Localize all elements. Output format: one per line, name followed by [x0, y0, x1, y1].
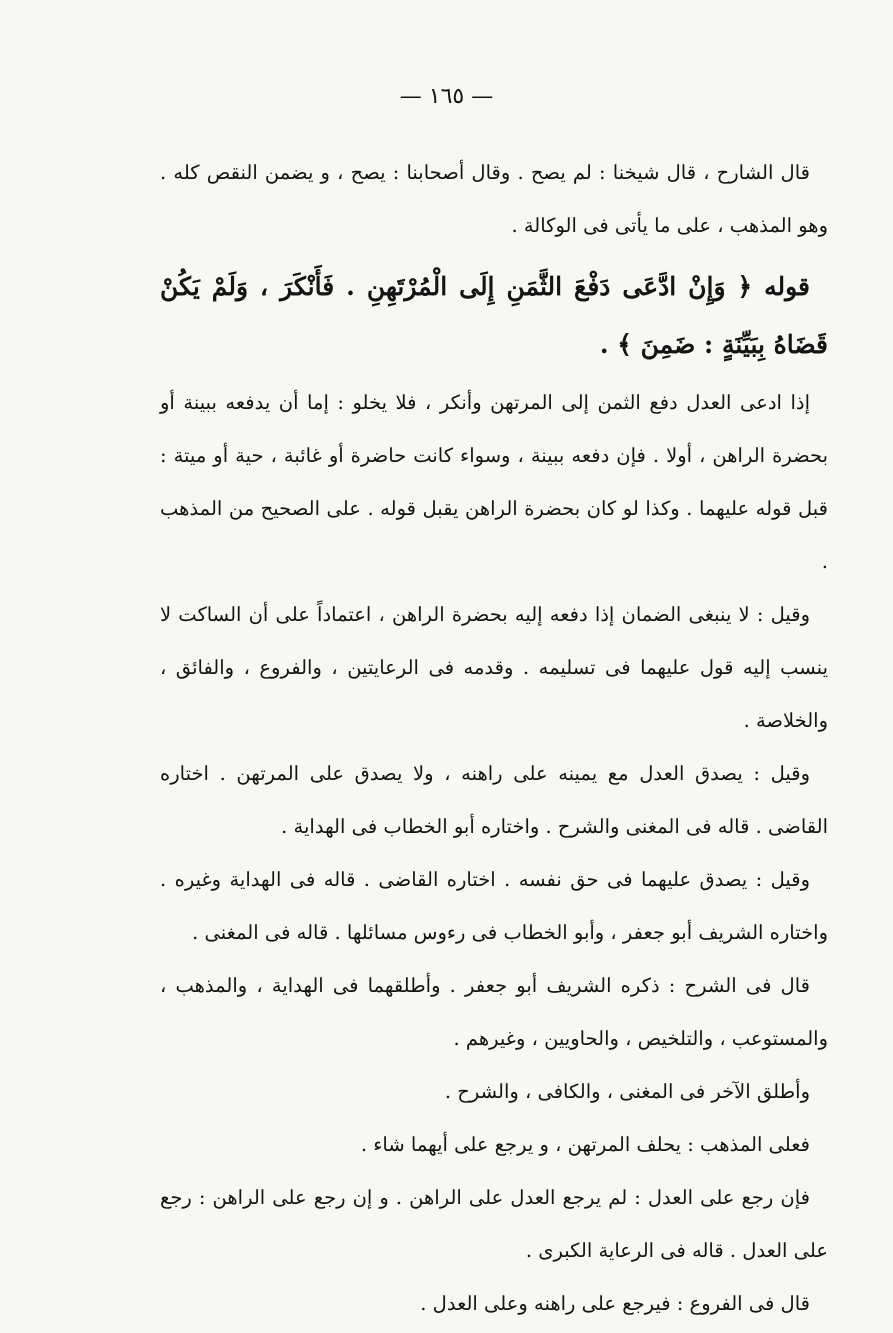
paragraph-opinion-1: وقيل : لا ينبغى الضمان إذا دفعه إليه بحضرة الراهن ، اعتماداً على أن الساكت لا ينسب إليه قول عليهما فى تسليمه . وقدمه فى الرعايتين ، والفروع ، والفائق ، والخلاصة .: [160, 603, 828, 732]
paragraph-furu-citation: قال فى الفروع : فيرجع على راهنه وعلى العدل .: [420, 1292, 810, 1315]
paragraph-commentary-opening: قال الشارح ، قال شيخنا : لم يصح . وقال أصحابنا : يصح ، و يضمن النقص كله . وهو المذهب ، على ما يأتى فى الوكالة .: [160, 161, 828, 237]
paragraph-madhhab-ruling: فعلى المذهب : يحلف المرتهن ، و يرجع على أيهما شاء .: [360, 1133, 810, 1156]
paragraph-quoted-text: قوله ﴿ وَإِنْ ادَّعَى دَفْعَ الثَّمَنِ إِلَى الْمُرْتَهِنِ . فَأَنْكَرَ ، وَلَمْ يَكُنْ قَضَاهُ بِبَيِّنَةٍ : ضَمِنَ ﴾ .: [160, 272, 828, 359]
paragraph-opinion-3: وقيل : يصدق عليهما فى حق نفسه . اختاره القاضى . قاله فى الهداية وغيره . واختاره الشريف أبو جعفر ، وأبو الخطاب فى رءوس مسائلها . قاله فى المغنى .: [160, 868, 828, 944]
page-number: — ١٦٥ —: [399, 84, 494, 109]
paragraph-other-citation: وأطلق الآخر فى المغنى ، والكافى ، والشرح .: [444, 1080, 810, 1103]
paragraph-sharh-citation: قال فى الشرح : ذكره الشريف أبو جعفر . وأطلقهما فى الهداية ، والمذهب ، والمستوعب ، والتلخيص ، والحاويين ، وغيرهم .: [160, 974, 828, 1050]
paragraph-opinion-2: وقيل : يصدق العدل مع يمينه على راهنه ، ولا يصدق على المرتهن . اختاره القاضى . قاله فى المغنى والشرح . واختاره أبو الخطاب فى الهداية .: [160, 762, 828, 838]
paragraph-recourse: فإن رجع على العدل : لم يرجع العدل على الراهن . و إن رجع على الراهن : رجع على العدل . قاله فى الرعاية الكبرى .: [160, 1186, 828, 1262]
body-text: [160, 146, 828, 1330]
paragraph-explanation: إذا ادعى العدل دفع الثمن إلى المرتهن وأنكر ، فلا يخلو : إما أن يدفعه ببينة أو بحضرة الراهن ، أولا . فإن دفعه ببينة ، وسواء كانت حاضرة أو غائبة ، حية أو ميتة : قبل قوله عليهما . وكذا لو كان بحضرة الراهن يقبل قوله . على الصحيح من المذهب .: [160, 391, 828, 573]
